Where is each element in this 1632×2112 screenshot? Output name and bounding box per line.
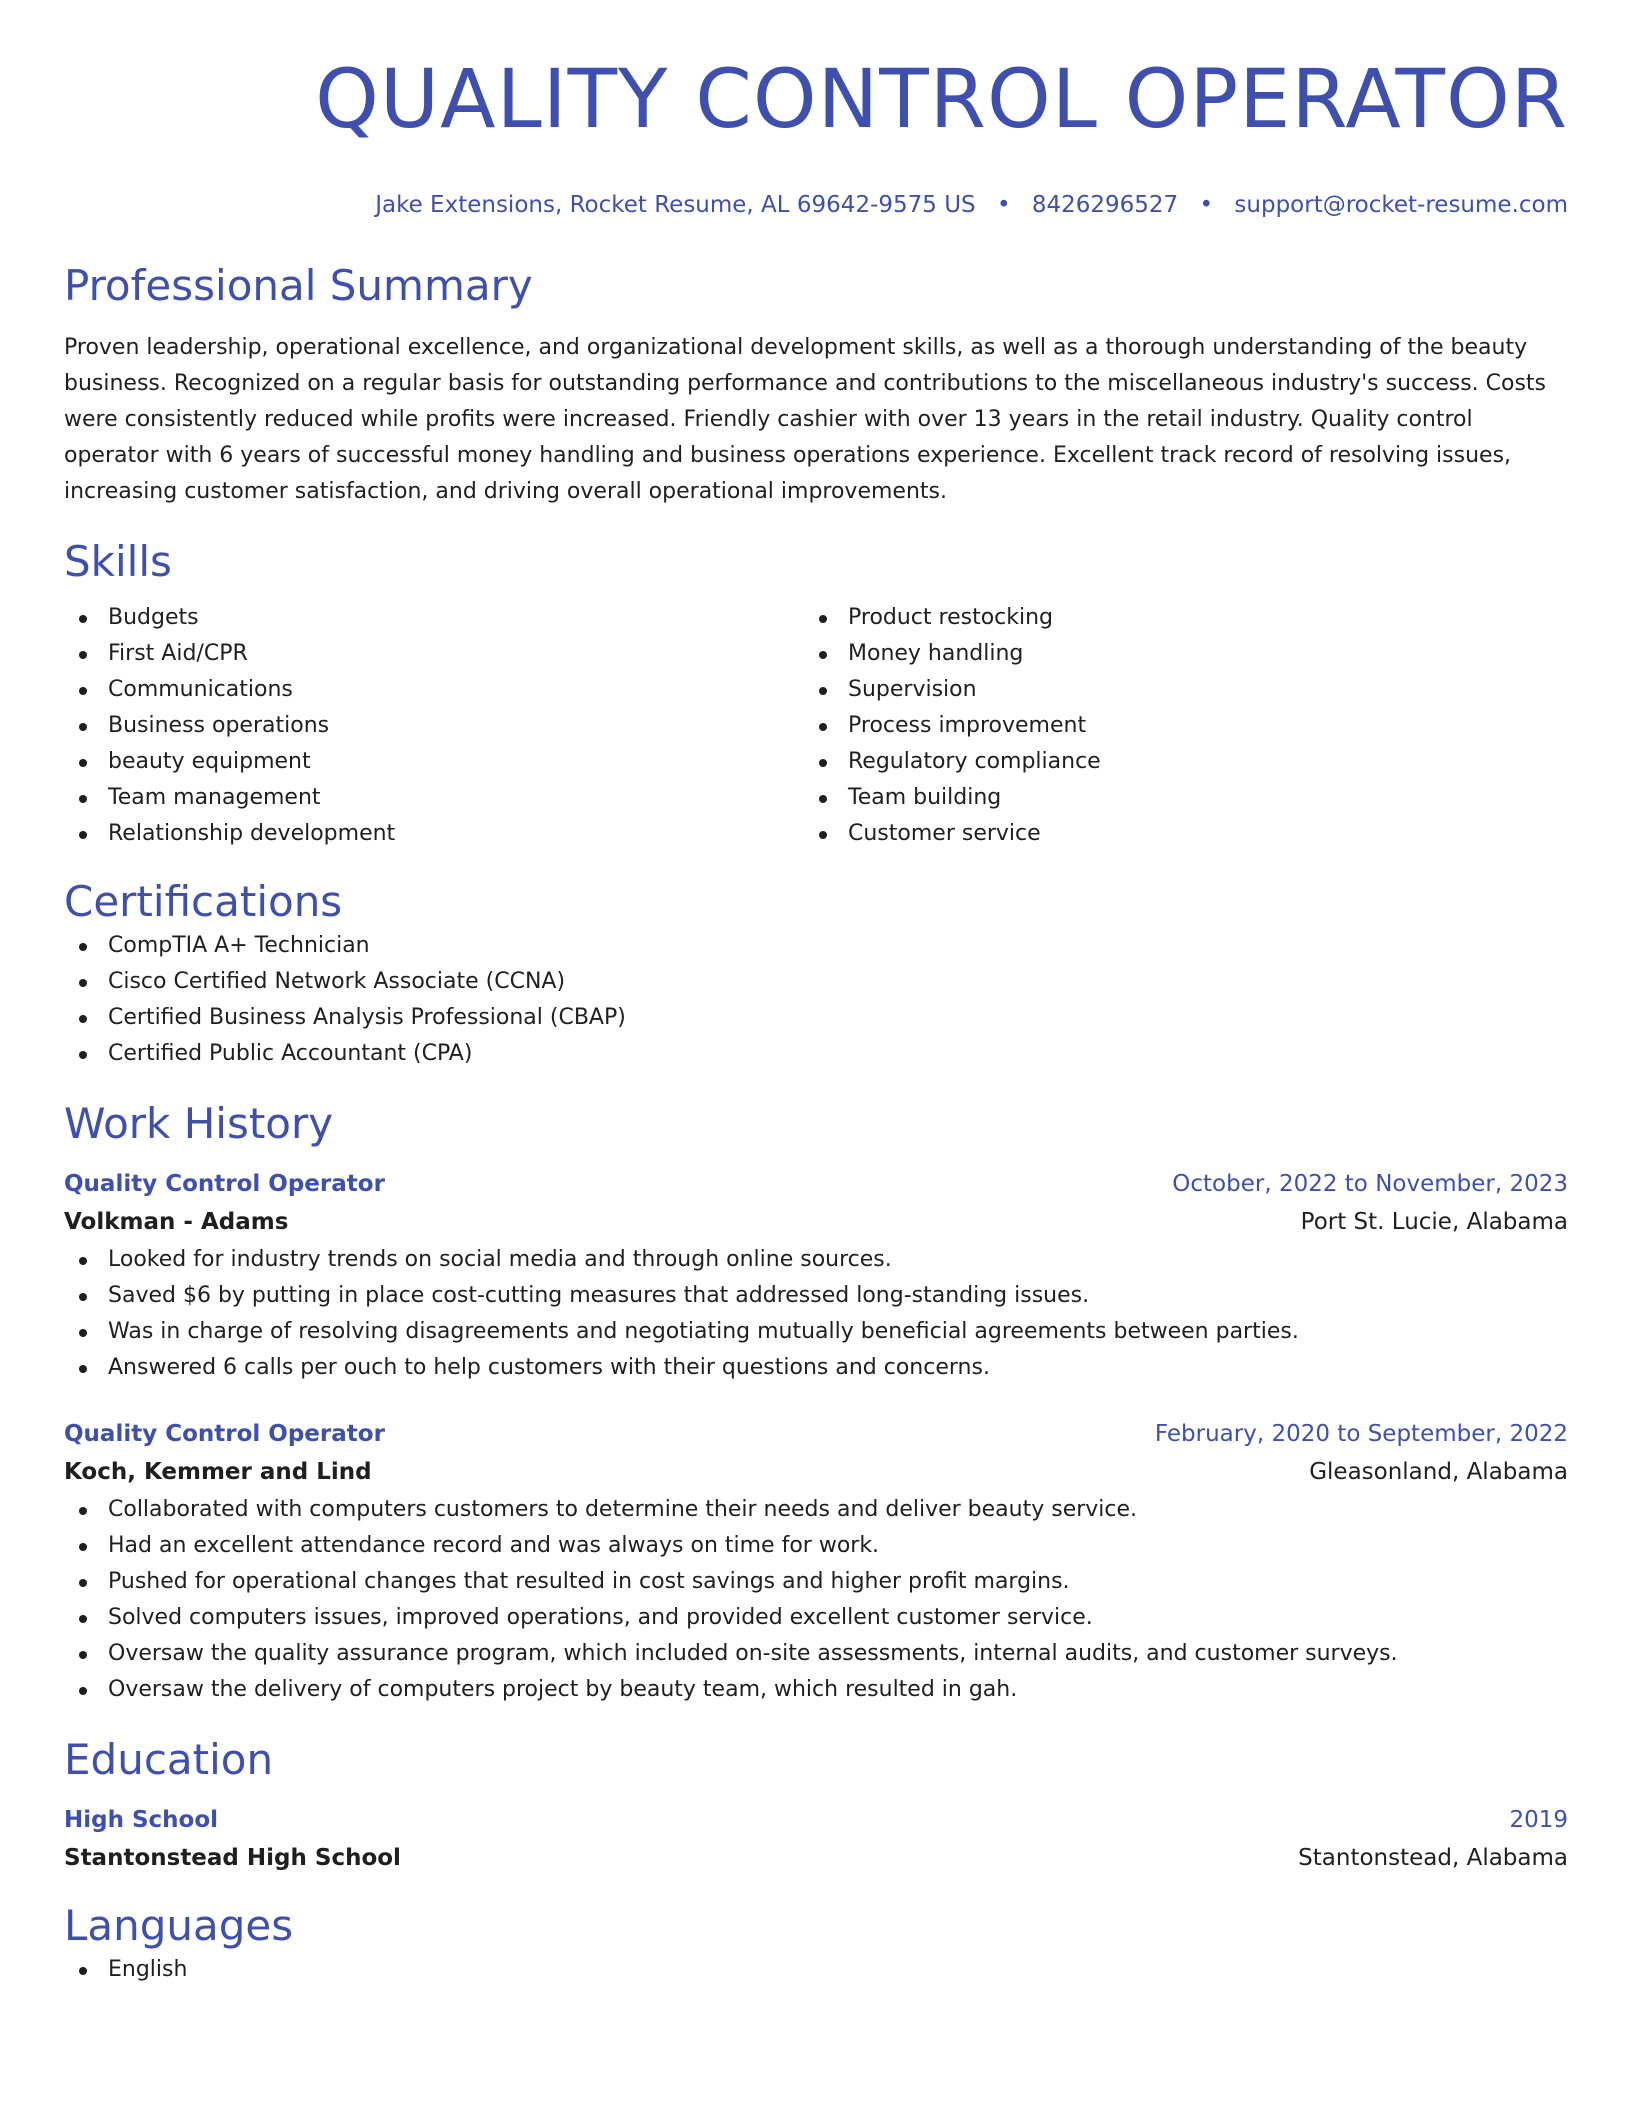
skill-item: Supervision — [804, 672, 1544, 708]
job-duty-item: Saved $6 by putting in place cost-cutting measures that addressed long-standing issues. — [64, 1278, 1568, 1314]
education-degree: High School — [64, 1807, 219, 1833]
languages-list — [64, 1952, 1568, 1988]
job-duties-list — [64, 1242, 1568, 1386]
education-heading: Education — [64, 1735, 274, 1784]
job-company-row — [64, 1452, 1568, 1492]
education-header-row — [64, 1802, 1568, 1838]
language-item: English — [64, 1952, 1568, 1988]
job-duty-item: Pushed for operational changes that resulted in cost savings and higher profit margins. — [64, 1564, 1568, 1600]
summary-section — [64, 260, 1568, 510]
contact-email[interactable]: support@rocket-resume.com — [1234, 192, 1568, 218]
skill-item: Money handling — [804, 636, 1544, 672]
skill-item: Customer service — [804, 816, 1544, 852]
job-duty-item: Oversaw the delivery of computers project by beauty team, which resulted in gah. — [64, 1672, 1568, 1708]
skill-item: Business operations — [64, 708, 804, 744]
education-year: 2019 — [1509, 1807, 1568, 1833]
certifications-list — [64, 928, 1568, 1072]
job-title: Quality Control Operator — [64, 1171, 385, 1197]
summary-text: Proven leadership, operational excellence, and organizational development skills, as well as a thorough understanding of the beauty business. Recognized on a regular basis for outstanding performance and contributions to the miscellaneous industry's success. Costs were consistently reduced while profits were increased. Friendly cashier with over 13 years in the retail industry. Quality control operator with 6 years of successful money handling and business operations experience. Excellent track record of resolving issues, increasing customer satisfaction, and driving overall operational improvements. — [64, 335, 1547, 504]
education-location: Stantonstead, Alabama — [1298, 1845, 1568, 1871]
job-header-row — [64, 1166, 1568, 1202]
contact-separator: • — [1199, 192, 1214, 218]
skill-item: Communications — [64, 672, 804, 708]
skill-item: beauty equipment — [64, 744, 804, 780]
skill-item: Relationship development — [64, 816, 804, 852]
candidate-name: QUALITY CONTROL OPERATOR — [315, 53, 1568, 147]
job-header-row — [64, 1416, 1568, 1452]
skills-list-left — [64, 600, 804, 852]
job-duty-item: Solved computers issues, improved operations, and provided excellent customer service. — [64, 1600, 1568, 1636]
education-school: Stantonstead High School — [64, 1845, 401, 1871]
education-section — [64, 1734, 1568, 1878]
job-duty-item: Answered 6 calls per ouch to help customers with their questions and concerns. — [64, 1350, 1568, 1386]
job-duty-item: Was in charge of resolving disagreements and negotiating mutually beneficial agreements between parties. — [64, 1314, 1568, 1350]
skill-item: Product restocking — [804, 600, 1544, 636]
contact-address: Jake Extensions, Rocket Resume, AL 69642-9575 US — [375, 192, 976, 218]
job-title: Quality Control Operator — [64, 1421, 385, 1447]
job-company: Volkman - Adams — [64, 1209, 289, 1235]
certification-item: Cisco Certified Network Associate (CCNA) — [64, 964, 1568, 1000]
job-location: Gleasonland, Alabama — [1309, 1459, 1568, 1485]
contact-line — [64, 190, 1568, 220]
work-history-section — [64, 1098, 1568, 1708]
education-school-row — [64, 1838, 1568, 1878]
job-entry — [64, 1166, 1568, 1386]
certification-item: CompTIA A+ Technician — [64, 928, 1568, 964]
languages-section — [64, 1900, 1568, 1988]
languages-heading: Languages — [64, 1901, 294, 1950]
skill-item: Team management — [64, 780, 804, 816]
certification-item: Certified Public Accountant (CPA) — [64, 1036, 1568, 1072]
skills-section — [64, 536, 1568, 852]
job-location: Port St. Lucie, Alabama — [1300, 1209, 1568, 1235]
job-dates: February, 2020 to September, 2022 — [1154, 1421, 1568, 1447]
certifications-section — [64, 876, 1568, 1072]
job-company: Koch, Kemmer and Lind — [64, 1459, 372, 1485]
job-duty-item: Collaborated with computers customers to determine their needs and deliver beauty service. — [64, 1492, 1568, 1528]
job-duties-list — [64, 1492, 1568, 1708]
work-history-heading: Work History — [64, 1099, 334, 1148]
job-duty-item: Had an excellent attendance record and was always on time for work. — [64, 1528, 1568, 1564]
job-duty-item: Oversaw the quality assurance program, which included on-site assessments, internal audits, and customer surveys. — [64, 1636, 1568, 1672]
job-entry — [64, 1416, 1568, 1708]
skills-columns — [64, 600, 1568, 852]
resume-header — [64, 0, 1568, 220]
skill-item: Budgets — [64, 600, 804, 636]
education-entry — [64, 1802, 1568, 1878]
certification-item: Certified Business Analysis Professional (CBAP) — [64, 1000, 1568, 1036]
certifications-heading: Certifications — [64, 877, 343, 926]
skill-item: Process improvement — [804, 708, 1544, 744]
summary-heading: Professional Summary — [64, 261, 533, 310]
job-duty-item: Looked for industry trends on social media and through online sources. — [64, 1242, 1568, 1278]
skill-item: Team building — [804, 780, 1544, 816]
skill-item: First Aid/CPR — [64, 636, 804, 672]
contact-phone: 8426296527 — [1031, 192, 1179, 218]
contact-separator: • — [996, 192, 1011, 218]
skills-heading: Skills — [64, 537, 172, 586]
job-dates: October, 2022 to November, 2023 — [1172, 1171, 1568, 1197]
job-company-row — [64, 1202, 1568, 1242]
skill-item: Regulatory compliance — [804, 744, 1544, 780]
skills-list-right — [804, 600, 1544, 852]
